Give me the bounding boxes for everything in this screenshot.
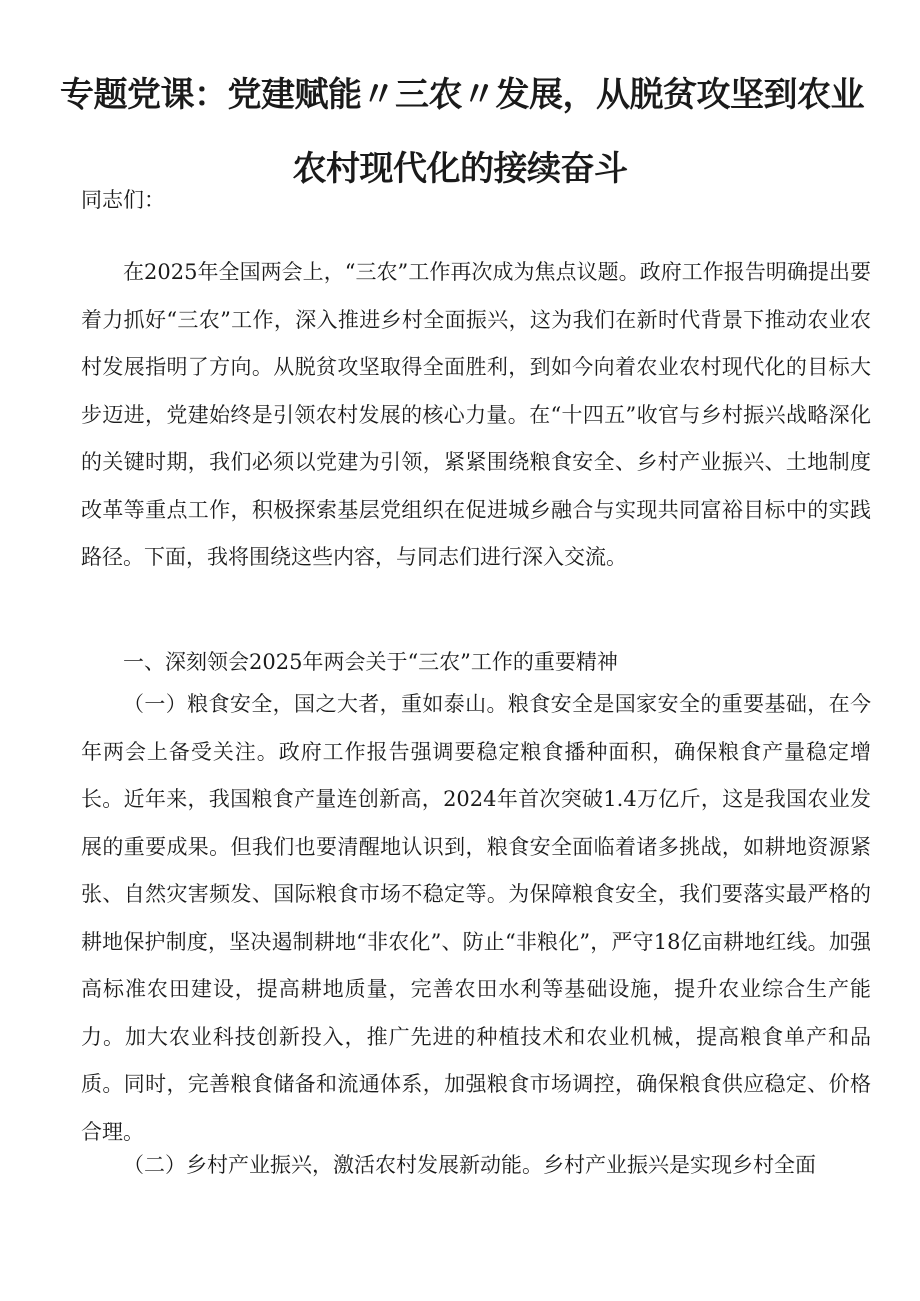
document-title-line-2: 农村现代化的接续奋斗 bbox=[292, 149, 628, 189]
salutation: 同志们： bbox=[81, 188, 165, 212]
paragraph-introduction: 在2025年全国两会上，“三农”工作再次成为焦点议题。政府工作报告明确提出要着力抓好“三农”工作，深入推进乡村全面振兴，这为我们在新时代背景下推动农业农村发展指明了方向。从脱贫攻坚取得全面胜利，到如今向着农业农村现代化的目标大步迈进，党建始终是引领农村发展的核心力量。在“十四五”收官与乡村振兴战略深化的关键时期，我们必须以党建为引领，紧紧围绕粮食安全、乡村产业振兴、土地制度改革等重点工作，积极探索基层党组织在促进城乡融合与实现共同富裕目标中的实践路径。下面，我将围绕这些内容，与同志们进行深入交流。 bbox=[81, 260, 871, 569]
paragraph-food-security: （一）粮食安全，国之大者，重如泰山。粮食安全是国家安全的重要基础，在今年两会上备受关注。政府工作报告强调要稳定粮食播种面积，确保粮食产量稳定增长。近年来，我国粮食产量连创新高，2024年首次突破1.4万亿斤，这是我国农业发展的重要成果。但我们也要清醒地认识到，粮食安全面临着诸多挑战，如耕地资源紧张、自然灾害频发、国际粮食市场不稳定等。为保障粮食安全，我们要落实最严格的耕地保护制度，坚决遏制耕地“非农化”、防止“非粮化”，严守18亿亩耕地红线。加强高标准农田建设，提高耕地质量，完善农田水利等基础设施，提升农业综合生产能力。加大农业科技创新投入，推广先进的种植技术和农业机械，提高粮食单产和品质。同时，完善粮食储备和流通体系，加强粮食市场调控，确保粮食供应稳定、价格合理。 bbox=[81, 692, 871, 1144]
document-title-line-1: 专题党课：党建赋能〃三农〃发展，从脱贫攻坚到农业 bbox=[60, 75, 864, 115]
section-heading-1: 一、深刻领会2025年两会关于“三农”工作的重要精神 bbox=[123, 650, 618, 674]
paragraph-industry-revitalization: （二）乡村产业振兴，激活农村发展新动能。乡村产业振兴是实现乡村全面 bbox=[123, 1153, 816, 1177]
